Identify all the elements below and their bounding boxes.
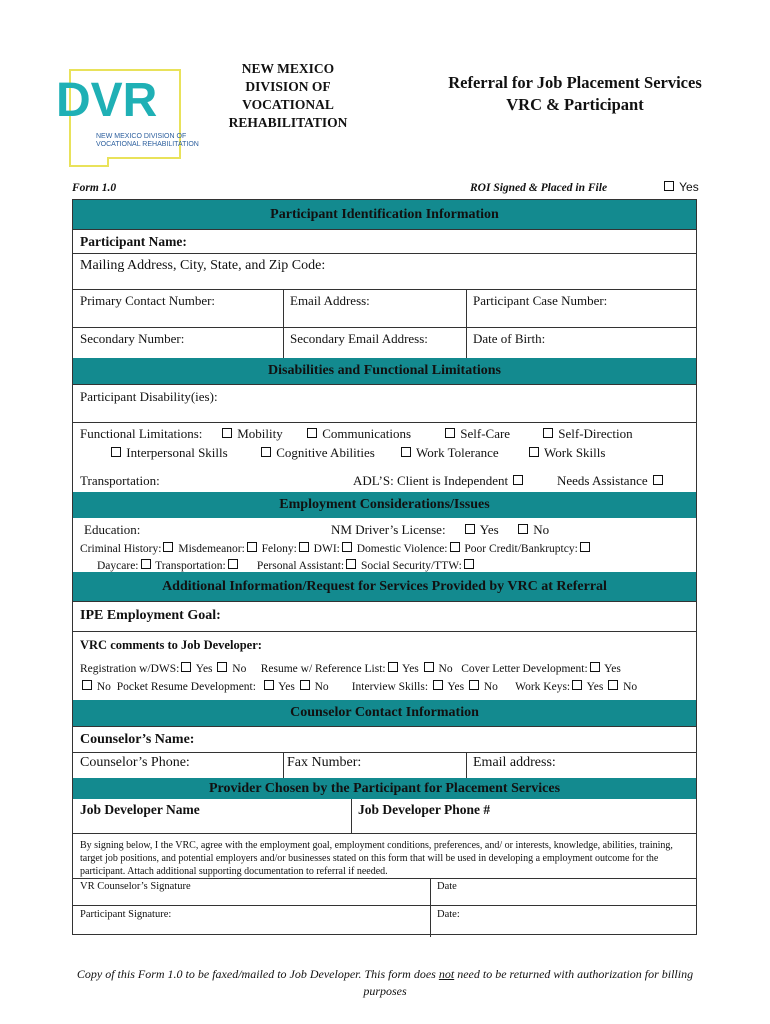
checkbox[interactable] [445, 428, 455, 438]
needs-assistance-option[interactable] [557, 473, 665, 489]
form-title [410, 72, 740, 116]
daycare-label: Daycare: [97, 560, 139, 572]
yes-label: Yes [586, 681, 604, 693]
title-line1: Referral for Job Placement Services [448, 73, 702, 92]
cognitive-option[interactable] [259, 445, 375, 461]
ipe-goal-field[interactable]: IPE Employment Goal: [80, 608, 221, 623]
work-tolerance-option[interactable] [399, 445, 499, 461]
fax-number-field[interactable]: Fax Number: [287, 755, 362, 770]
agency-line: NEW MEXICO [241, 61, 335, 76]
yes-label: Yes [604, 663, 621, 675]
form-number: Form 1.0 [72, 182, 117, 194]
dwi-label: DWI: [313, 543, 340, 555]
job-developer-phone-field[interactable]: Job Developer Phone # [358, 802, 491, 817]
checkbox[interactable] [307, 428, 317, 438]
cognitive-label: Cognitive Abilities [276, 445, 375, 460]
adls-label: ADL’S: Client is Independent [353, 473, 509, 488]
checkbox[interactable] [261, 447, 271, 457]
self-care-option[interactable] [443, 426, 510, 442]
checkbox[interactable] [299, 542, 309, 552]
dvr-logo [52, 66, 202, 176]
roi-label: ROI Signed & Placed in File [470, 182, 608, 194]
pocket-resume-label: Pocket Resume Development: [116, 681, 256, 693]
cover-letter-label: Cover Letter Development: [461, 663, 588, 675]
work-tolerance-label: Work Tolerance [416, 445, 499, 460]
counselor-name-field[interactable]: Counselor’s Name: [80, 732, 195, 747]
participant-signature-field[interactable]: Participant Signature: [80, 909, 172, 920]
agreement-statement: By signing below, I the VRC, agree with the employment goal, employment conditions, preferences, and/ or interests, knowledge, abilities, training, target job positions, and potential employers and/or businesses stated on this form that will be used in developing a employment outcome for the participant. Attach additional supporting documentation to referral if needed. [80, 840, 673, 877]
checkbox[interactable] [247, 542, 257, 552]
section-provider: Provider Chosen by the Participant for Placement Services [73, 778, 696, 799]
checkbox[interactable] [141, 559, 151, 569]
checkbox[interactable] [450, 542, 460, 552]
criminal-history-line [80, 542, 592, 555]
transport-label: Transportation: [155, 560, 226, 572]
agency-name [218, 60, 358, 132]
domestic-violence-label: Domestic Violence: [356, 543, 448, 555]
education-field[interactable]: Education: [84, 522, 141, 537]
adls-independent-option[interactable] [353, 473, 525, 489]
mailing-address-field[interactable]: Mailing Address, City, State, and Zip Code: [80, 258, 326, 273]
interpersonal-option[interactable] [109, 445, 228, 461]
roi-yes-option[interactable] [662, 180, 699, 194]
checkbox[interactable] [653, 475, 663, 485]
logo-mark: DVR [56, 74, 158, 127]
checkbox[interactable] [543, 428, 553, 438]
checkbox[interactable] [217, 662, 227, 672]
services-line2 [80, 680, 637, 693]
no-label: No [533, 522, 550, 537]
self-direction-option[interactable] [541, 426, 633, 442]
no-label: No [623, 681, 638, 693]
counselor-email-field[interactable]: Email address: [473, 755, 556, 770]
functional-limitations-label: Functional Limitations: [80, 426, 203, 441]
license-yes-option[interactable] [463, 522, 499, 538]
participant-name-field[interactable]: Participant Name: [80, 234, 187, 249]
mobility-label: Mobility [237, 426, 283, 441]
checkbox[interactable] [518, 524, 528, 534]
no-label: No [438, 663, 453, 675]
participant-date-field[interactable]: Date: [437, 909, 460, 920]
email-field[interactable]: Email Address: [290, 293, 370, 308]
logo-sub2: VOCATIONAL REHABILITATION [96, 141, 199, 148]
checkbox[interactable] [163, 542, 173, 552]
checkbox[interactable] [469, 680, 479, 690]
footer-note [60, 966, 710, 1000]
checkbox[interactable] [608, 680, 618, 690]
footer-underlined: not [438, 967, 455, 981]
checkbox[interactable] [464, 559, 474, 569]
yes-label: Yes [278, 681, 295, 693]
needs-assistance-label: Needs Assistance [557, 473, 648, 488]
checkbox[interactable] [222, 428, 232, 438]
interpersonal-label: Interpersonal Skills [126, 445, 228, 460]
yes-label: Yes [402, 663, 419, 675]
checkbox[interactable] [228, 559, 238, 569]
agency-line: DIVISION OF [245, 79, 331, 94]
checkbox[interactable] [300, 680, 310, 690]
disabilities-field[interactable]: Participant Disability(ies): [80, 389, 218, 404]
drivers-license-label: NM Driver’s License: [331, 522, 446, 537]
criminal-history-label: Criminal History: [80, 543, 162, 555]
communications-label: Communications [322, 426, 412, 441]
roi-yes-label: Yes [679, 180, 699, 194]
secondary-number-field[interactable]: Secondary Number: [80, 331, 185, 346]
checkbox[interactable] [264, 680, 274, 690]
checkbox[interactable] [580, 542, 590, 552]
primary-contact-field[interactable]: Primary Contact Number: [80, 293, 216, 308]
checkbox[interactable] [433, 680, 443, 690]
work-skills-option[interactable] [527, 445, 605, 461]
self-direction-label: Self-Direction [558, 426, 633, 441]
checkbox[interactable] [513, 475, 523, 485]
section-counselor: Counselor Contact Information [73, 700, 696, 726]
vr-counselor-signature-field[interactable]: VR Counselor’s Signature [80, 881, 191, 892]
communications-option[interactable] [305, 426, 411, 442]
checkbox[interactable] [346, 559, 356, 569]
no-label: No [483, 681, 498, 693]
referral-form [72, 199, 697, 935]
checkbox[interactable] [181, 662, 191, 672]
social-security-label: Social Security/TTW: [361, 560, 462, 572]
section-participant-id: Participant Identification Information [73, 200, 696, 229]
checkbox[interactable] [424, 662, 434, 672]
felony-label: Felony: [261, 543, 297, 555]
support-needs-line [97, 559, 476, 572]
agency-line: REHABILITATION [228, 115, 348, 130]
checkbox[interactable] [342, 542, 352, 552]
agency-line: VOCATIONAL [242, 97, 334, 112]
transportation-field[interactable]: Transportation: [80, 473, 160, 488]
no-label: No [96, 681, 111, 693]
counselor-date-field[interactable]: Date [437, 881, 457, 892]
registration-label: Registration w/DWS: [80, 663, 180, 675]
resume-label: Resume w/ Reference List: [260, 663, 386, 675]
title-line2: VRC & Participant [506, 95, 644, 114]
self-care-label: Self-Care [460, 426, 511, 441]
interview-label: Interview Skills: [351, 681, 429, 693]
personal-assistant-label: Personal Assistant: [256, 560, 345, 572]
no-label: No [314, 681, 329, 693]
dob-field[interactable]: Date of Birth: [473, 331, 546, 346]
checkbox[interactable] [82, 680, 92, 690]
section-disabilities: Disabilities and Functional Limitations [73, 358, 696, 384]
poor-credit-label: Poor Credit/Bankruptcy: [464, 543, 578, 555]
checkbox[interactable] [590, 662, 600, 672]
checkbox[interactable] [664, 181, 674, 191]
section-employment: Employment Considerations/Issues [73, 492, 696, 518]
checkbox[interactable] [401, 447, 411, 457]
checkbox[interactable] [572, 680, 582, 690]
footer-text-end: need to be returned with authorization for billing purposes [363, 967, 694, 998]
yes-label: Yes [447, 681, 465, 693]
license-no-option[interactable] [516, 522, 549, 538]
work-skills-label: Work Skills [544, 445, 606, 460]
counselor-phone-field[interactable]: Counselor’s Phone: [80, 755, 190, 770]
misdemeanor-label: Misdemeanor: [178, 543, 245, 555]
checkbox[interactable] [529, 447, 539, 457]
checkbox[interactable] [111, 447, 121, 457]
case-number-field[interactable]: Participant Case Number: [473, 293, 608, 308]
vrc-comments-label: VRC comments to Job Developer: [80, 638, 262, 652]
yes-label: Yes [479, 522, 499, 537]
section-additional: Additional Information/Request for Services Provided by VRC at Referral [73, 572, 696, 601]
job-developer-name-field[interactable]: Job Developer Name [80, 802, 200, 817]
secondary-email-field[interactable]: Secondary Email Address: [290, 331, 428, 346]
checkbox[interactable] [465, 524, 475, 534]
work-keys-label: Work Keys: [515, 681, 571, 693]
no-label: No [232, 663, 247, 675]
footer-text: Copy of this Form 1.0 to be faxed/mailed to Job Developer. This form does [76, 967, 439, 981]
logo-sub1: NEW MEXICO DIVISION OF [96, 133, 187, 140]
yes-label: Yes [195, 663, 213, 675]
services-line1 [80, 662, 621, 675]
checkbox[interactable] [388, 662, 398, 672]
mobility-option[interactable] [220, 426, 283, 442]
